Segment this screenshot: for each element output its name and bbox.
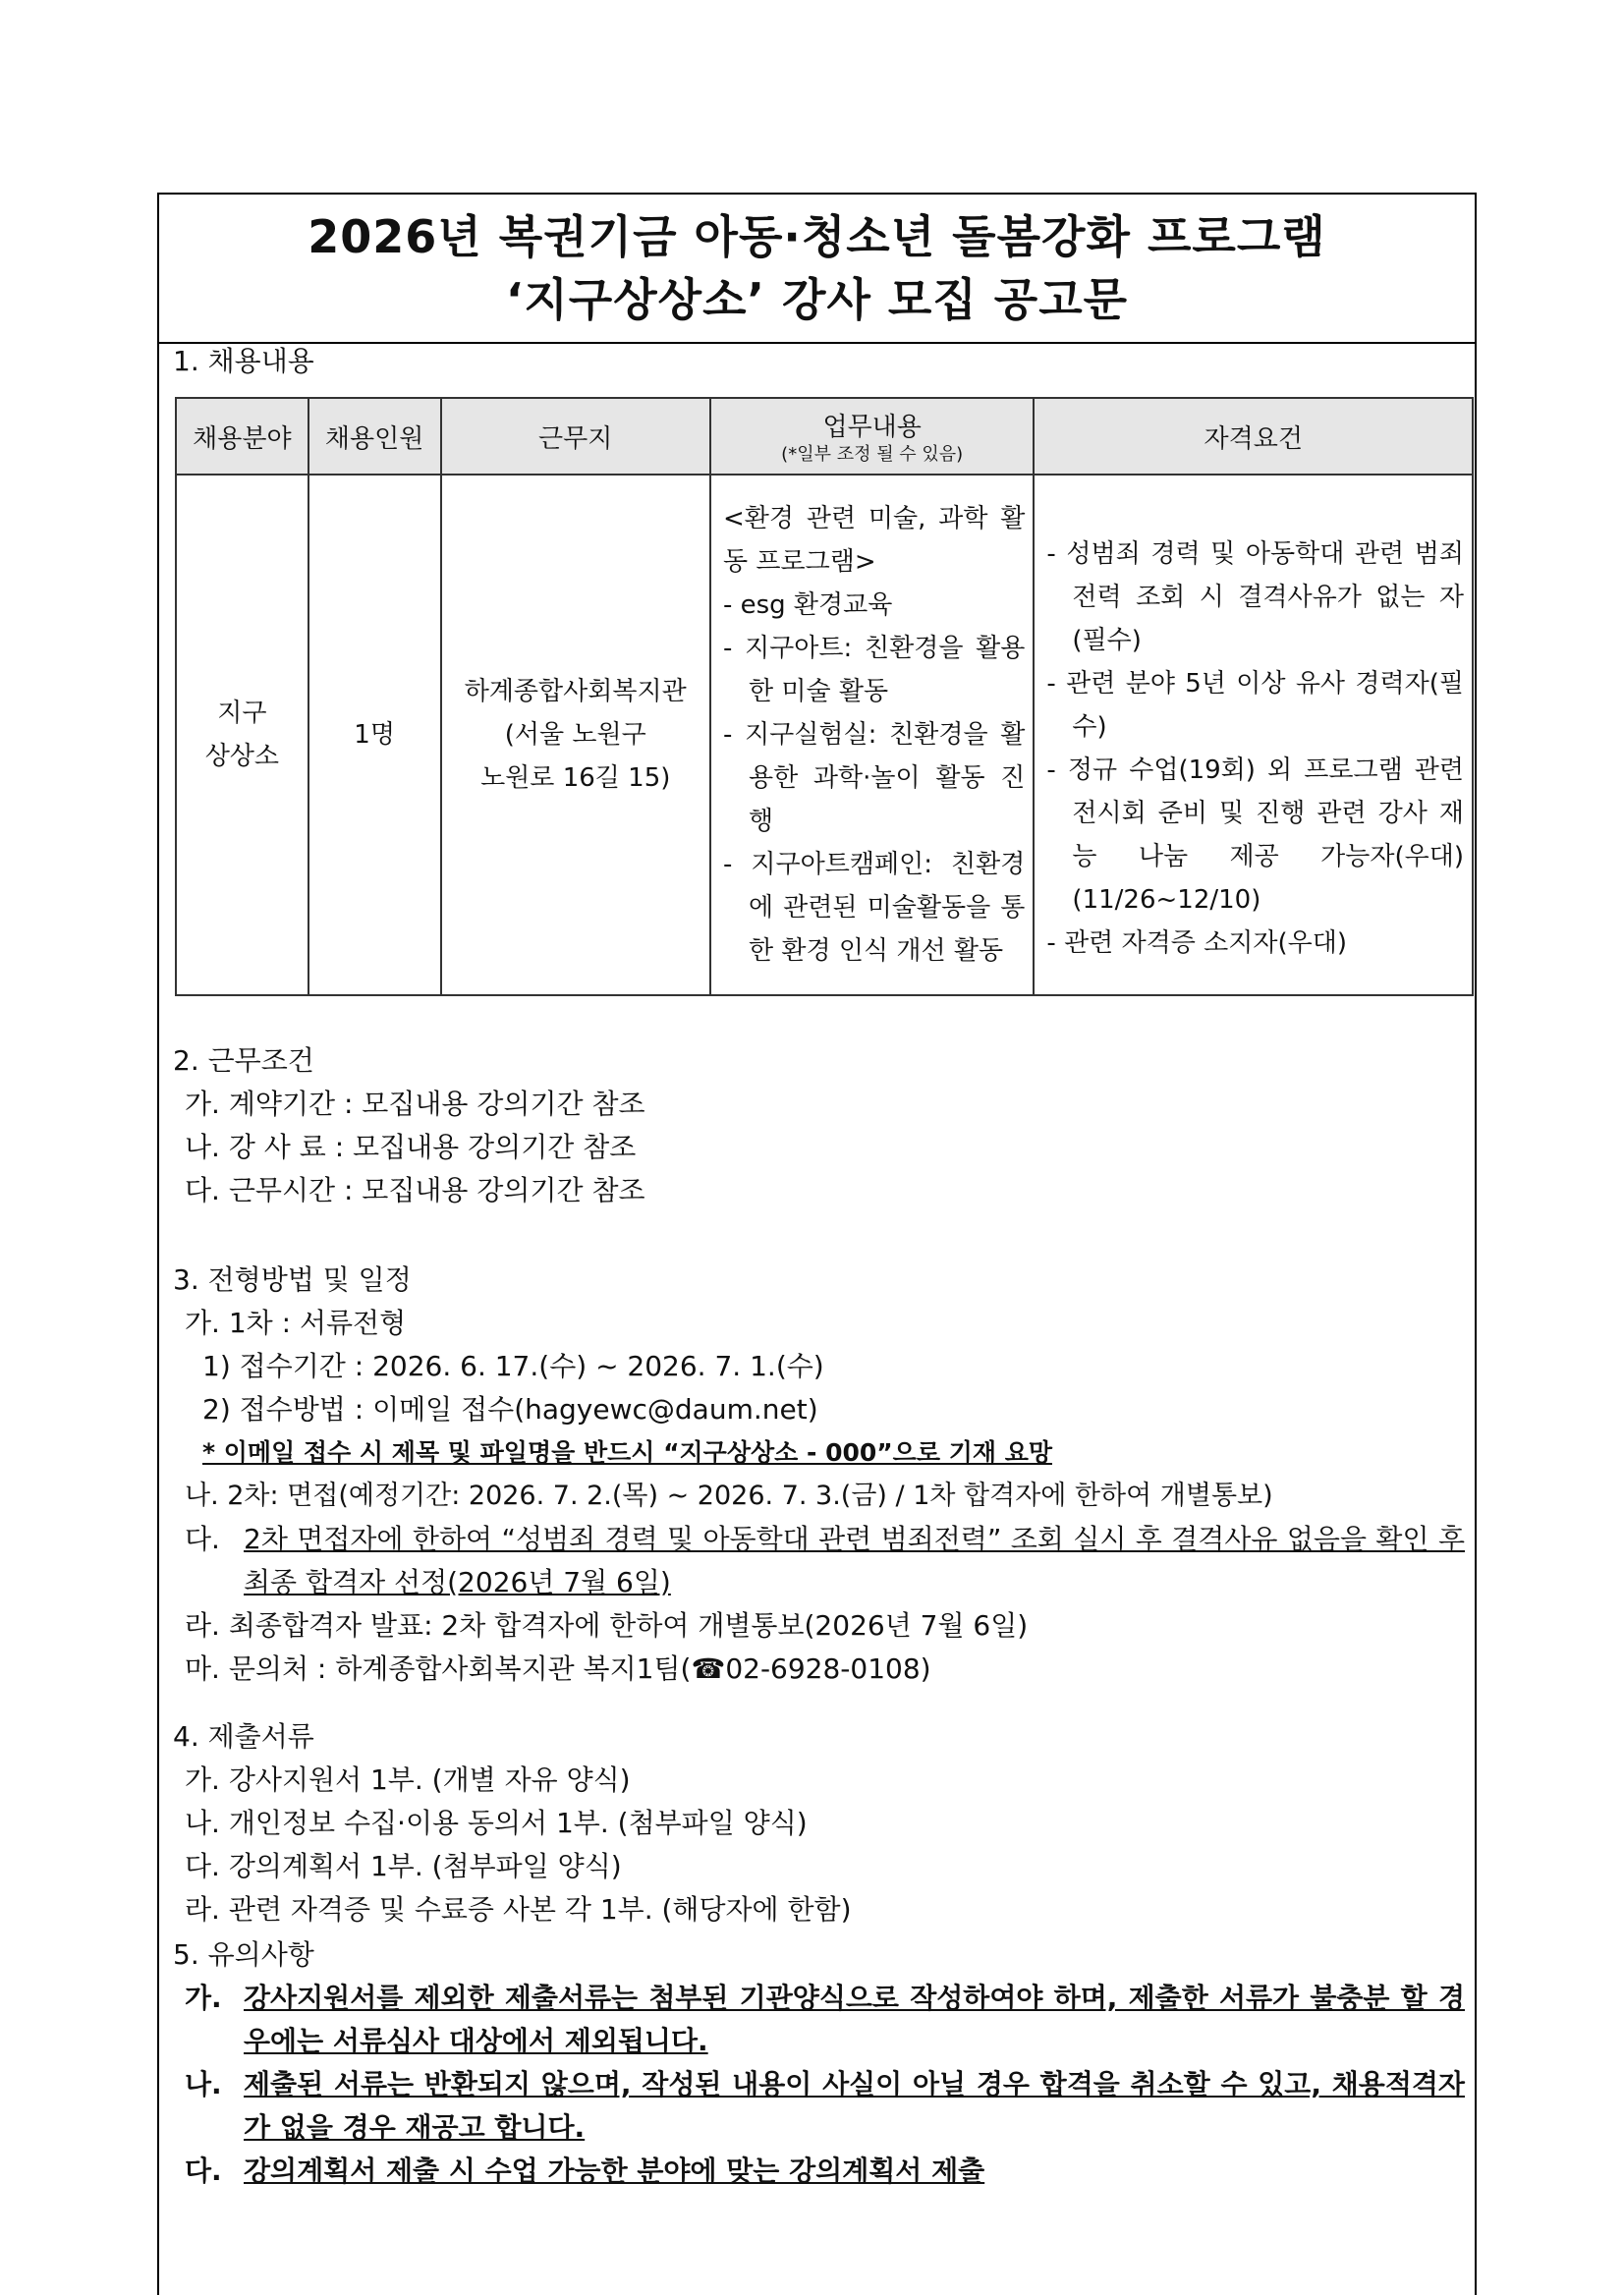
page-subtitle: ‘지구상상소’ 강사 모집 공고문 xyxy=(505,273,1129,326)
item-label: 나. xyxy=(185,2068,222,2100)
item-text: 강의계획서 제출 시 수업 가능한 분야에 맞는 강의계획서 제출 xyxy=(244,2155,985,2187)
section2 xyxy=(173,1039,1450,1212)
item-text: 제출된 서류는 반환되지 않으며, 작성된 내용이 사실이 아닐 경우 합격을 취소할 수 있고, 채용적격자가 없을 경우 재공고 합니다. xyxy=(244,2068,1465,2144)
header-duty xyxy=(710,398,1034,475)
section3-item-na: 나. 2차: 면접(예정기간: 2026. 7. 2.(목) ~ 2026. 7. 3.(금) / 1차 합격자에 한하여 개별통보) xyxy=(185,1481,1273,1511)
item-label: 다. xyxy=(185,2155,222,2187)
qualification-item: - 성범죄 경력 및 아동학대 관련 범죄 전력 조회 시 결격사유가 없는 자(필수) xyxy=(1046,539,1464,655)
section5-item xyxy=(173,2150,1465,2193)
duty-item: - 지구실험실: 친환경을 활용한 과학·놀이 활동 진행 xyxy=(722,720,1026,836)
item-text: 2차 면접자에 한하여 “성범죄 경력 및 아동학대 관련 범죄전력” 조회 실시 후 결격사유 없음을 확인 후 최종 합격자 선정(2026년 7월 6일) xyxy=(244,1523,1465,1598)
section5-heading: 5. 유의사항 xyxy=(173,1938,314,1971)
qualification-item: - 정규 수업(19회) 외 프로그램 관련 전시회 준비 및 진행 관련 강사 재능 나눔 제공 가능자(우대) (11/26~12/10) xyxy=(1046,756,1464,915)
page-title: 2026년 복권기금 아동·청소년 돌봄강화 프로그램 xyxy=(308,210,1326,263)
qualification-item: - 관련 자격증 소지자(우대) xyxy=(1046,928,1348,958)
cell-qualifications xyxy=(1034,475,1473,995)
section3-item-da xyxy=(173,1518,1465,1604)
section2-heading: 2. 근무조건 xyxy=(173,1044,314,1077)
duty-item: <환경 관련 미술, 과학 활동 프로그램> xyxy=(722,504,1026,577)
section4-item: 다. 강의계획서 1부. (첨부파일 양식) xyxy=(185,1850,622,1882)
duty-item: - 지구아트: 친환경을 활용한 미술 활동 xyxy=(722,634,1026,706)
section1-heading: 1. 채용내용 xyxy=(173,345,314,377)
section3-sub2: 2) 접수방법 : 이메일 접수(hagyewc@daum.net) xyxy=(202,1393,818,1426)
section4-item: 가. 강사지원서 1부. (개별 자유 양식) xyxy=(185,1763,631,1796)
section3-item-ma: 마. 문의처 : 하계종합사회복지관 복지1팀(☎02-6928-0108) xyxy=(185,1652,931,1685)
table-header-row xyxy=(176,398,1473,475)
header-duty-note: (*일부 조정 될 수 있음) xyxy=(781,443,964,465)
item-label: 다. xyxy=(185,1523,220,1555)
notice-frame xyxy=(157,193,1477,2295)
section4 xyxy=(173,1715,1450,1931)
item-label: 가. xyxy=(185,1982,222,2014)
section5-item xyxy=(173,2063,1465,2150)
item-text: 강사지원서를 제외한 제출서류는 첨부된 기관양식으로 작성하여야 하며, 제출한 서류가 불충분 할 경우에는 서류심사 대상에서 제외됩니다. xyxy=(244,1982,1465,2057)
section3-heading: 3. 전형방법 및 일정 xyxy=(173,1263,412,1296)
duty-item: - esg 환경교육 xyxy=(722,590,893,620)
section3-note: * 이메일 접수 시 제목 및 파일명을 반드시 “지구상상소 - 000”으로 기재 요망 xyxy=(202,1438,1052,1467)
section2-item: 가. 계약기간 : 모집내용 강의기간 참조 xyxy=(185,1088,645,1120)
section2-item: 다. 근무시간 : 모집내용 강의기간 참조 xyxy=(185,1174,645,1206)
title-box xyxy=(159,195,1475,344)
cell-place: 하계종합사회복지관 (서울 노원구 노원로 16길 15) xyxy=(441,475,710,995)
header-qualification: 자격요건 xyxy=(1034,398,1473,475)
recruitment-table xyxy=(175,397,1474,996)
qualification-item: - 관련 분야 5년 이상 유사 경력자(필수) xyxy=(1046,669,1464,742)
cell-count: 1명 xyxy=(308,475,441,995)
duty-item: - 지구아트캠페인: 친환경에 관련된 미술활동을 통한 환경 인식 개선 활동 xyxy=(722,850,1026,966)
section5-item xyxy=(173,1977,1465,2063)
section2-item: 나. 강 사 료 : 모집내용 강의기간 참조 xyxy=(185,1131,637,1163)
section3-item-ga: 가. 1차 : 서류전형 xyxy=(185,1307,407,1339)
table-row xyxy=(176,475,1473,995)
section3 xyxy=(173,1259,1465,1691)
section4-item: 라. 관련 자격증 및 수료증 사본 각 1부. (해당자에 한함) xyxy=(185,1893,852,1926)
cell-field: 지구 상상소 xyxy=(176,475,308,995)
header-count: 채용인원 xyxy=(308,398,441,475)
header-field: 채용분야 xyxy=(176,398,308,475)
section3-item-ra: 라. 최종합격자 발표: 2차 합격자에 한하여 개별통보(2026년 7월 6일) xyxy=(185,1609,1029,1642)
section4-heading: 4. 제출서류 xyxy=(173,1720,314,1753)
section4-item: 나. 개인정보 수집·이용 동의서 1부. (첨부파일 양식) xyxy=(185,1807,808,1839)
cell-duties xyxy=(710,475,1034,995)
header-duty-label: 업무내용 xyxy=(822,412,922,442)
section5 xyxy=(173,1933,1465,2193)
header-place: 근무지 xyxy=(441,398,710,475)
section3-sub1: 1) 접수기간 : 2026. 6. 17.(수) ~ 2026. 7. 1.(수) xyxy=(202,1350,824,1382)
